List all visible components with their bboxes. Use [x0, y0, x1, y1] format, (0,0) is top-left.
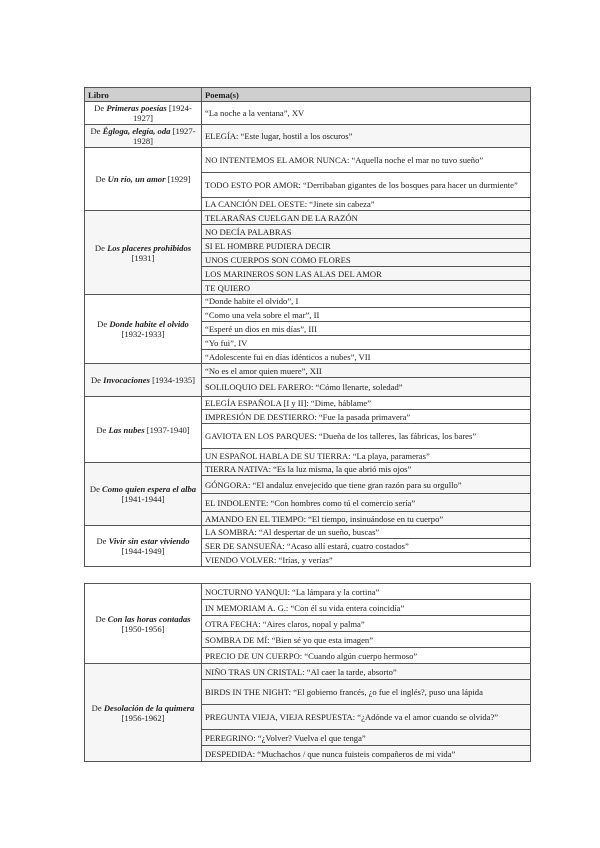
- libro-title: Un río, un amor: [107, 174, 166, 184]
- libro-years: [1931]: [131, 252, 155, 263]
- libro-title: Las nubes: [108, 424, 145, 435]
- table-row: [85, 295, 531, 308]
- poema-cell: TODO ESTO POR AMOR: “Derribaban gigantes de los bosques para hacer un durmiente”: [202, 173, 531, 198]
- libro-prefix: De: [95, 174, 108, 184]
- poema-cell: GÓNGORA: “El andaluz envejecido que tiene gran razón para su orgullo”: [202, 476, 531, 494]
- poema-cell: LA SOMBRA: “Al despertar de un sueño, buscas”: [202, 526, 531, 539]
- table-row: [85, 463, 531, 476]
- table-row: [85, 584, 531, 600]
- libro-years: [1932-1933]: [121, 329, 165, 339]
- poems-table-2: [84, 583, 531, 762]
- libro-cell: [85, 463, 202, 526]
- poema-cell: BIRDS IN THE NIGHT: “El gobierno francés, ¿o fue el inglés?, puso una lápida: [202, 680, 531, 705]
- libro-years: [1937-1940]: [146, 424, 190, 435]
- poema-cell: GAVIOTA EN LOS PARQUES: “Dueña de los talleres, las fábricas, los bares”: [202, 424, 531, 449]
- poema-cell: “Donde habite el olvido”, I: [202, 295, 531, 308]
- poema-cell: “Yo fui”, IV: [202, 336, 531, 350]
- poema-cell: NOCTURNO YANQUI: “La lámpara y la cortina”: [202, 584, 531, 600]
- poema-cell: EL INDOLENTE: “Con hombres como tú el comercio sería”: [202, 494, 531, 512]
- libro-prefix: De: [96, 424, 109, 435]
- poema-cell: “La noche a la ventana”, XV: [202, 102, 531, 125]
- poema-cell: AMANDO EN EL TIEMPO: “El tiempo, insinuándose en tu cuerpo”: [202, 512, 531, 526]
- poema-cell: PEREGRINO: “¿Volver? Vuelva el que tenga”: [202, 730, 531, 746]
- poema-cell: ELEGÍA: “Este lugar, hostil a los oscuros”: [202, 125, 531, 148]
- libro-years: [1924-1927]: [132, 103, 192, 123]
- poema-cell: UNOS CUERPOS SON COMO FLORES: [202, 253, 531, 267]
- table-row: [85, 102, 531, 125]
- libro-title: Los placeres prohibidos: [107, 242, 192, 253]
- libro-years: [1929]: [167, 174, 191, 184]
- poema-cell: SER DE SANSUEÑA: “Acaso allí estará, cuatro costados”: [202, 539, 531, 553]
- poema-cell: UN ESPAÑOL HABLA DE SU TIERRA: “La playa, parameras”: [202, 449, 531, 463]
- libro-cell: [85, 664, 202, 762]
- libro-prefix: De: [90, 126, 103, 136]
- poema-cell: NO DECÍA PALABRAS: [202, 225, 531, 239]
- poema-cell: SOLILOQUIO DEL FARERO: “Cómo llenarte, soledad”: [202, 378, 531, 397]
- poema-cell: LOS MARINEROS SON LAS ALAS DEL AMOR: [202, 267, 531, 281]
- libro-prefix: De: [89, 484, 103, 494]
- poema-cell: PREGUNTA VIEJA, VIEJA RESPUESTA: “¿Adónde va el amor cuando se olvida?”: [202, 705, 531, 730]
- poems-table-1: [84, 87, 531, 567]
- libro-cell: [85, 211, 202, 295]
- table-row: [85, 526, 531, 539]
- poema-cell: SI EL HOMBRE PUDIERA DECIR: [202, 239, 531, 253]
- libro-years: [1956-1962]: [121, 712, 165, 723]
- poema-cell: LA CANCIÓN DEL OESTE: “Jinete sin cabeza”: [202, 198, 531, 211]
- libro-prefix: De: [94, 242, 108, 253]
- poema-cell: TELARAÑAS CUELGAN DE LA RAZÓN: [202, 211, 531, 225]
- libro-cell: [85, 526, 202, 567]
- libro-years: [1927-1928]: [132, 126, 196, 146]
- poema-cell: TE QUIERO: [202, 281, 531, 295]
- libro-title: Vivir sin estar viviendo: [108, 536, 190, 546]
- libro-prefix: De: [97, 319, 110, 329]
- poema-cell: PRECIO DE UN CUERPO: “Cuando algún cuerpo hermoso”: [202, 648, 531, 664]
- poema-cell: DESPEDIDA: “Muchachos / que nunca fuisteis compañeros de mi vida”: [202, 746, 531, 762]
- table-row: [85, 397, 531, 410]
- libro-cell: [85, 148, 202, 211]
- table-row: [85, 125, 531, 148]
- libro-cell: [85, 364, 202, 397]
- libro-title: Primeras poesías: [106, 103, 167, 113]
- libro-cell: [85, 125, 202, 148]
- libro-prefix: De: [95, 613, 108, 624]
- libro-cell: [85, 397, 202, 463]
- libro-title: Invocaciones: [103, 375, 150, 385]
- libro-title: Como quien espera el alba: [102, 484, 197, 494]
- table-row: [85, 664, 531, 680]
- poema-cell: “Esperé un dios en mis días”, III: [202, 322, 531, 336]
- libro-years: [1944-1949]: [121, 546, 165, 556]
- libro-prefix: De: [94, 103, 107, 113]
- table-row: [85, 211, 531, 225]
- libro-cell: [85, 584, 202, 664]
- poema-cell: IN MEMORIAM A. G.: “Con él su vida entera coincidía”: [202, 600, 531, 616]
- poema-cell: ELEGÍA ESPAÑOLA [I y II]: “Dime, háblame”: [202, 397, 531, 410]
- poema-cell: NO INTENTEMOS EL AMOR NUNCA: “Aquella noche el mar no tuvo sueño”: [202, 148, 531, 173]
- libro-title: Desolación de la quimera: [103, 702, 195, 713]
- libro-prefix: De: [91, 702, 104, 713]
- libro-title: Donde habite el olvido: [109, 319, 189, 329]
- libro-cell: [85, 295, 202, 364]
- header-poema: Poema(s): [202, 88, 531, 102]
- poema-cell: TIERRA NATIVA: “Es la luz misma, la que abrió mis ojos”: [202, 463, 531, 476]
- libro-title: Égloga, elegía, oda: [102, 126, 171, 136]
- poema-cell: NIÑO TRAS UN CRISTAL: “Al caer la tarde, absorto”: [202, 664, 531, 680]
- poema-cell: OTRA FECHA: “Aires claros, nopal y palma”: [202, 616, 531, 632]
- table-row: [85, 364, 531, 378]
- poema-cell: VIENDO VOLVER: “Irías, y verías”: [202, 553, 531, 567]
- libro-years: [1934-1935]: [152, 375, 196, 385]
- header-libro: Libro: [85, 88, 202, 102]
- libro-prefix: De: [90, 375, 104, 385]
- libro-years: [1950-1956]: [121, 623, 165, 634]
- libro-title: Con las horas contadas: [107, 613, 191, 624]
- table-row: [85, 148, 531, 173]
- poema-cell: IMPRESIÓN DE DESTIERRO: “Fue la pasada primavera”: [202, 410, 531, 424]
- libro-prefix: De: [96, 536, 109, 546]
- libro-cell: [85, 102, 202, 125]
- poema-cell: “Como una vela sobre el mar”, II: [202, 308, 531, 322]
- poema-cell: “Adolescente fui en días idénticos a nubes”, VII: [202, 350, 531, 364]
- poema-cell: “No es el amor quien muere”, XII: [202, 364, 531, 378]
- poema-cell: SOMBRA DE MÍ: “Bien sé yo que esta imagen”: [202, 632, 531, 648]
- libro-years: [1941-1944]: [121, 494, 165, 504]
